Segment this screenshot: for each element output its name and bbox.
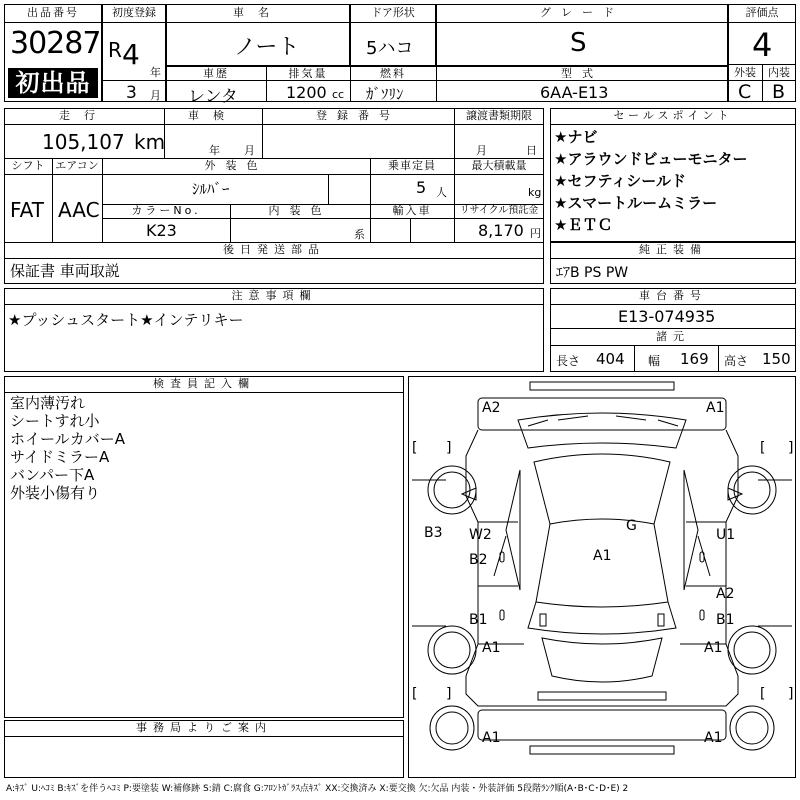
- damage-mark: A1: [706, 400, 725, 416]
- inspector-note: サイドミラーA: [10, 448, 110, 466]
- dims-label: 諸元: [656, 330, 690, 343]
- office-label: 事務局よりご案内: [136, 721, 272, 734]
- ac-label: エアコン: [55, 159, 99, 172]
- era: R: [108, 38, 122, 62]
- reg-month: 3: [126, 83, 137, 103]
- model-code: 6AA-E13: [540, 83, 609, 102]
- mileage-label: 走行: [59, 109, 109, 122]
- sales-point-item: ★セフティシールド: [554, 172, 686, 190]
- door-type: 5ハコ: [366, 38, 414, 59]
- first-listing-badge: 初出品: [8, 68, 98, 98]
- bracket-mark: [: [412, 440, 418, 456]
- detail-section: [4, 108, 544, 284]
- bracket-mark: ]: [446, 440, 452, 456]
- car-name-label: 車名: [233, 6, 283, 19]
- month-unit: 月: [150, 89, 161, 102]
- width: 169: [680, 350, 709, 368]
- chassis-number: E13-074935: [618, 307, 716, 326]
- damage-mark: A1: [704, 730, 723, 746]
- damage-mark: A1: [704, 640, 723, 656]
- displacement-label: 排気量: [288, 67, 328, 80]
- damage-mark: B1: [469, 612, 488, 628]
- sales-points-list: [554, 126, 747, 236]
- damage-mark: A1: [482, 640, 501, 656]
- ac-type: AAC: [58, 198, 100, 222]
- shift-label: シフト: [11, 159, 45, 172]
- inspector-label: 検査員記入欄: [153, 377, 255, 390]
- transfer-month-unit: 月: [476, 144, 487, 157]
- sales-point-item: ★スマートルームミラー: [554, 194, 718, 212]
- inspector-note: ホイールカバーA: [10, 430, 125, 448]
- color-label: 外装色: [204, 159, 268, 172]
- bracket-mark: ]: [788, 686, 794, 702]
- inspector-note: 室内薄汚れ: [10, 394, 86, 412]
- damage-mark: B3: [424, 525, 443, 541]
- chassis-label: 車台番号: [639, 289, 707, 302]
- year-unit: 年: [150, 66, 161, 79]
- inspection-label: 車検: [188, 109, 238, 122]
- int-color-unit: 系: [354, 228, 365, 241]
- displacement: 1200: [286, 83, 327, 102]
- history: レンタ: [188, 87, 238, 107]
- damage-mark: B2: [469, 552, 488, 568]
- damage-mark: A2: [482, 400, 501, 416]
- bracket-mark: ]: [446, 686, 452, 702]
- bracket-mark: [: [760, 686, 766, 702]
- exterior-label: 外装: [734, 66, 756, 79]
- first-reg-label: 初度登録: [112, 6, 156, 19]
- damage-mark: G: [626, 518, 637, 534]
- import-label: 輸入車: [392, 204, 432, 217]
- int-color-label: 内装色: [268, 204, 332, 217]
- exterior-grade: C: [738, 81, 752, 103]
- recycle-label: リサイクル預託金: [459, 205, 539, 216]
- lot-number-label: 出品番号: [27, 6, 79, 19]
- reg-year: 4: [122, 38, 140, 71]
- header-section: [4, 4, 796, 107]
- transfer-day-unit: 日: [526, 144, 537, 157]
- sales-point-item: ★ＥＴＣ: [554, 216, 613, 234]
- car-diagram: [408, 376, 796, 778]
- capacity: 5: [416, 178, 427, 197]
- equipment-label: 純正装備: [639, 243, 707, 256]
- grade-label: グレード: [540, 6, 624, 19]
- interior-grade: B: [772, 81, 786, 103]
- mileage-unit: km: [134, 130, 166, 154]
- notes-value: ★プッシュスタート★インテリキー: [8, 311, 244, 329]
- height: 150: [762, 350, 791, 368]
- exterior-color: ｼﾙﾊﾞｰ: [192, 180, 230, 198]
- inspector-note: バンパー下A: [10, 466, 95, 484]
- width-label: 幅: [648, 354, 661, 368]
- mileage: 105,107: [42, 130, 125, 154]
- damage-mark: W2: [469, 527, 492, 543]
- reg-no-label: 登録番号: [316, 109, 400, 122]
- car-name: ノート: [234, 35, 300, 60]
- lot-number: 30287: [10, 26, 101, 61]
- fuel-label: 燃料: [380, 67, 406, 80]
- length: 404: [596, 350, 625, 368]
- damage-mark: A1: [593, 548, 612, 564]
- shift: FAT: [10, 198, 45, 222]
- inspector-notes: [10, 394, 125, 502]
- history-label: 車歴: [203, 67, 229, 80]
- inspector-note: 外装小傷有り: [10, 484, 101, 502]
- sales-points-label: セールスポイント: [613, 109, 733, 122]
- later-parts-label: 後日発送部品: [223, 243, 325, 256]
- length-label: 長さ: [556, 354, 581, 368]
- damage-mark: U1: [716, 527, 736, 543]
- inspector-note: シートすれ小: [10, 412, 100, 430]
- color-no: K23: [146, 221, 177, 240]
- height-label: 高さ: [724, 354, 749, 368]
- interior-label: 内装: [768, 66, 790, 79]
- capacity-label: 乗車定員: [388, 159, 436, 172]
- damage-mark: A1: [482, 730, 501, 746]
- sales-point-item: ★アラウンドビューモニター: [554, 150, 748, 168]
- later-parts: 保証書 車両取説: [10, 262, 120, 280]
- bracket-mark: [: [760, 440, 766, 456]
- bracket-mark: [: [412, 686, 418, 702]
- recycle-amount: 8,170: [478, 221, 524, 240]
- inspection-month-unit: 月: [244, 144, 255, 157]
- recycle-unit: 円: [530, 227, 541, 240]
- model-label: 型式: [561, 67, 603, 80]
- max-load-label: 最大積載量: [471, 159, 527, 172]
- grade: S: [570, 28, 587, 58]
- max-load-unit: kg: [528, 186, 542, 199]
- sales-point-item: ★ナビ: [554, 128, 598, 146]
- fuel: ｶﾞｿﾘﾝ: [366, 85, 404, 103]
- transfer-label: 譲渡書類期限: [466, 109, 532, 122]
- damage-mark: A2: [716, 586, 735, 602]
- color-no-label: カラーNo.: [131, 204, 201, 217]
- displacement-unit: cc: [332, 88, 345, 101]
- score-label: 評価点: [745, 6, 779, 19]
- notes-label: 注意事項欄: [231, 289, 317, 302]
- equipment-value: ｴｱB PS PW: [556, 265, 629, 281]
- capacity-unit: 人: [436, 186, 447, 199]
- legend: A:ｷｽﾞ U:ﾍｺﾐ B:ｷｽﾞを伴うﾍｺﾐ P:要塗装 W:補修跡 S:錆 C:腐食 G:ﾌﾛﾝﾄｶﾞﾗｽ点ｷｽﾞ XX:交換済み X:要交換 欠:欠品 内装・外装評価 5段階ﾗﾝｸ順(A･B･C･D･E) 2: [6, 784, 629, 794]
- inspection-year-unit: 年: [209, 144, 220, 157]
- door-label: ドア形状: [371, 6, 415, 19]
- damage-mark: B1: [716, 612, 735, 628]
- bracket-mark: ]: [788, 440, 794, 456]
- score: 4: [752, 26, 773, 64]
